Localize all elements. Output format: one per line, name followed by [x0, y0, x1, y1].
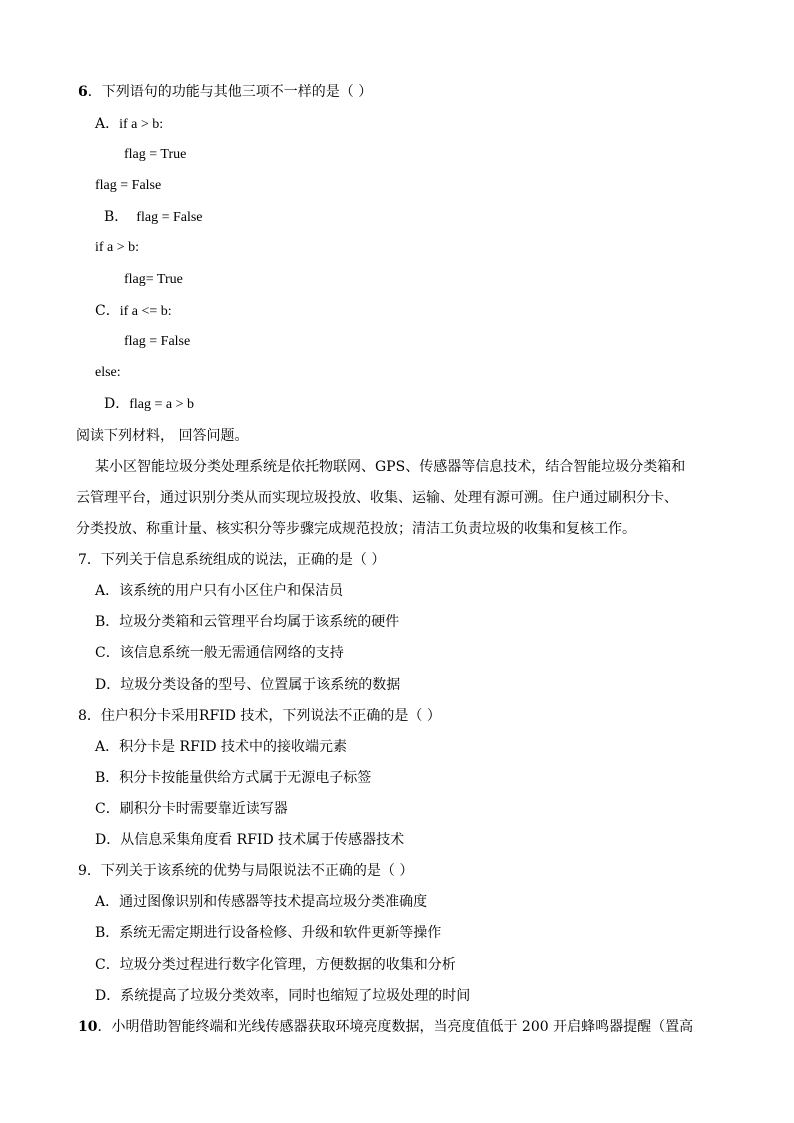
question-9-stem: 9．下列关于该系统的优势与局限说法不正确的是（ ）: [78, 863, 414, 879]
option-b-line1: [104, 208, 203, 227]
option-a: A．该系统的用户只有小区住户和保洁员: [95, 583, 344, 599]
option-a-line2: flag = True: [124, 147, 187, 162]
code-text: if a <= b:: [119, 304, 172, 319]
option-d-line1: [104, 395, 194, 414]
option-d: D．从信息采集角度看 RFID 技术属于传感器技术: [95, 832, 405, 848]
option-c-line3: else:: [95, 365, 121, 380]
option-label: B．: [104, 209, 129, 225]
code-text: flag = False: [136, 210, 203, 225]
material-line: 分类投放、称重计量、核实积分等步骤完成规范投放；清洁工负责垃圾的收集和复核工作。: [76, 521, 636, 537]
option-a: A．通过图像识别和传感器等技术提高垃圾分类准确度: [95, 894, 428, 910]
option-b-line2: if a > b:: [95, 240, 140, 255]
option-d: D．垃圾分类设备的型号、位置属于该系统的数据: [95, 677, 401, 693]
option-c: C．该信息系统一般无需通信网络的支持: [95, 645, 344, 661]
option-label: A．: [95, 116, 120, 132]
code-text: if a > b:: [119, 117, 164, 132]
option-c: C．刷积分卡时需要靠近读写器: [95, 801, 288, 817]
question-text: ．小明借助智能终端和光线传感器获取环境亮度数据，当亮度值低于 200 开启蜂鸣器提醒（置高: [97, 1019, 694, 1035]
question-10-stem: [78, 1018, 693, 1036]
question-7-stem: 7．下列关于信息系统组成的说法，正确的是（ ）: [78, 552, 386, 568]
question-6-stem: [78, 83, 372, 101]
question-8-stem: 8．住户积分卡采用RFID 技术，下列说法不正确的是（ ）: [78, 708, 441, 724]
option-b: B．系统无需定期进行设备检修、升级和软件更新等操作: [95, 925, 442, 941]
question-text: ．下列语句的功能与其他三项不一样的是（ ）: [87, 84, 373, 100]
material-intro: 阅读下列材料， 回答问题。: [76, 428, 249, 444]
option-a: A．积分卡是 RFID 技术中的接收端元素: [95, 739, 348, 755]
option-label: C．: [95, 303, 120, 319]
option-label: D．: [104, 396, 130, 412]
question-number: 6: [78, 84, 88, 100]
option-b-line3: flag= True: [124, 272, 183, 287]
code-text: flag = a > b: [129, 397, 195, 412]
option-c: C．垃圾分类过程进行数字化管理，方便数据的收集和分析: [95, 957, 456, 973]
question-number: 10: [78, 1019, 98, 1035]
option-b: B．积分卡按能量供给方式属于无源电子标签: [95, 770, 372, 786]
material-line: 某小区智能垃圾分类处理系统是依托物联网、GPS、传感器等信息技术，结合智能垃圾分类箱和: [95, 459, 686, 475]
option-c-line2: flag = False: [124, 334, 191, 349]
option-a-line1: [95, 115, 163, 134]
option-d: D．系统提高了垃圾分类效率，同时也缩短了垃圾处理的时间: [95, 988, 471, 1004]
option-b: B．垃圾分类箱和云管理平台均属于该系统的硬件: [95, 614, 400, 630]
option-c-line1: [95, 302, 172, 321]
option-a-line3: flag = False: [95, 178, 162, 193]
material-line: 云管理平台，通过识别分类从而实现垃圾投放、收集、运输、处理有源可溯。住户通过刷积分卡、: [76, 490, 678, 506]
